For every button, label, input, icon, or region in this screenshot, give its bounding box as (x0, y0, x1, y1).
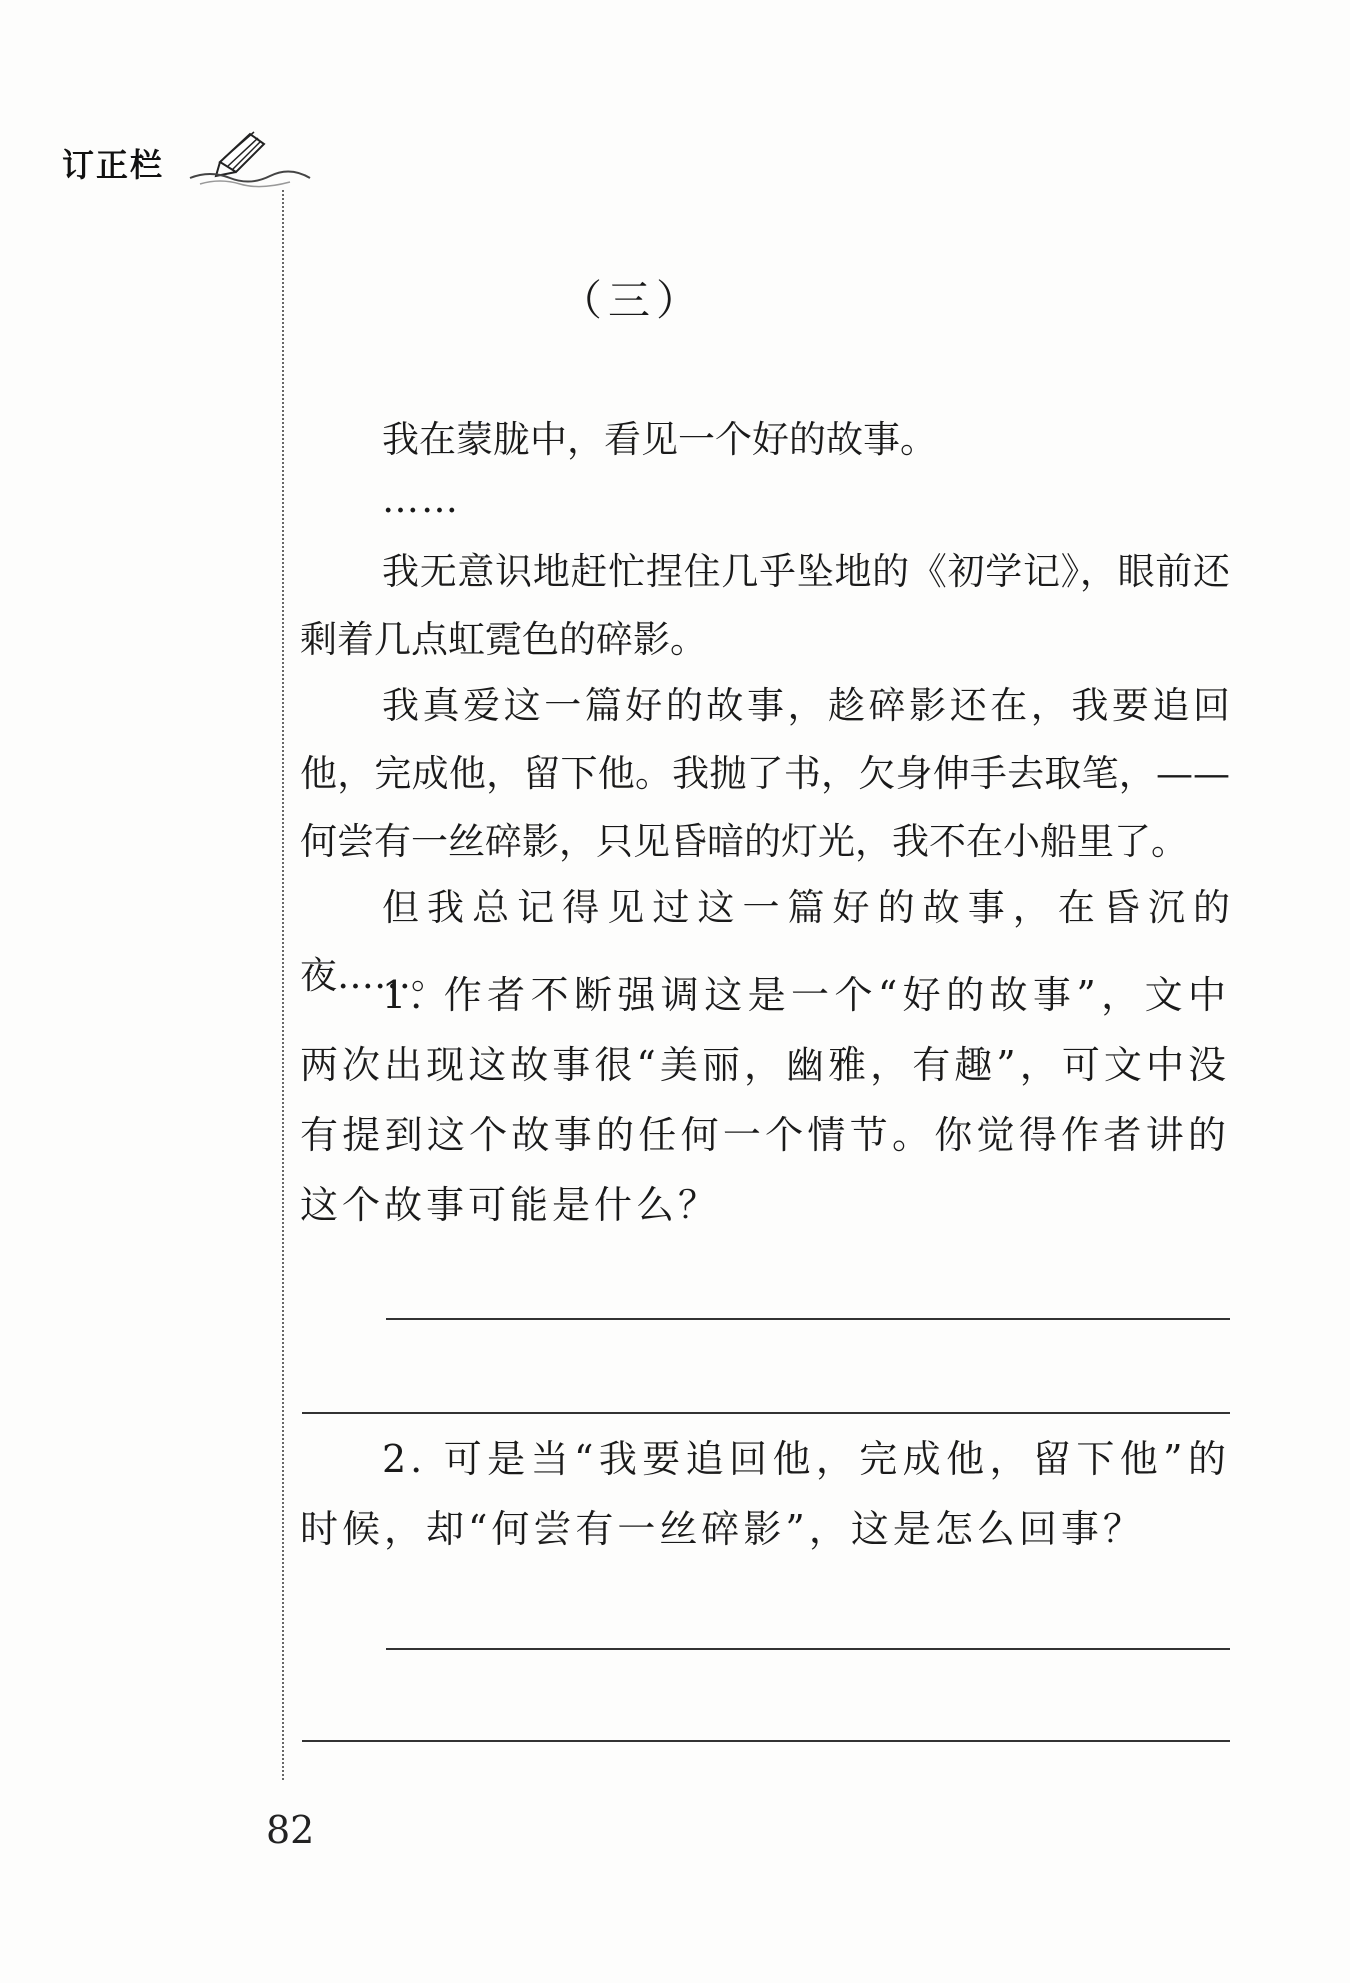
page-number: 82 (266, 1808, 315, 1852)
passage-text: 但我总记得见过这一篇好的故事，在昏沉的夜……。 (300, 886, 1230, 997)
passage-text: 我无意识地赶忙捏住几乎坠地的《初学记》，眼前还剩着几点虹霓色的碎影。 (300, 550, 1230, 661)
correction-column-label: 订正栏 (62, 146, 165, 184)
answer-line-q2-1[interactable] (386, 1648, 1230, 1650)
correction-column-header (62, 128, 282, 188)
passage-text: 我真爱这一篇好的故事，趁碎影还在，我要追回他，完成他，留下他。我抛了书，欠身伸手去取笔，——何尝有一丝碎影，只见昏暗的灯光，我不在小船里了。 (300, 684, 1230, 863)
pencil-icon (180, 128, 330, 188)
question-1: 1. 作者不断强调这是一个“好的故事”，文中两次出现这故事很“美丽，幽雅，有趣”，可文中没有提到这个故事的任何一个情节。你觉得作者讲的这个故事可能是什么？ (300, 973, 1230, 1227)
answer-line-q1-1[interactable] (386, 1318, 1230, 1320)
section-title: （三） (560, 276, 705, 325)
correction-column-divider (282, 190, 284, 1780)
passage-text: 我在蒙胧中，看见一个好的故事。 (382, 418, 937, 461)
answer-line-q1-2[interactable] (302, 1412, 1230, 1414)
passage-paragraph-2 (300, 538, 1230, 674)
passage-paragraph-3 (300, 672, 1230, 876)
passage-ellipsis: …… (382, 478, 460, 521)
passage-paragraph-1 (300, 406, 1230, 474)
answer-line-q2-2[interactable] (302, 1740, 1230, 1742)
question-2: 2. 可是当“我要追回他，完成他，留下他”的时候，却“何尝有一丝碎影”，这是怎么回事？ (300, 1437, 1230, 1551)
